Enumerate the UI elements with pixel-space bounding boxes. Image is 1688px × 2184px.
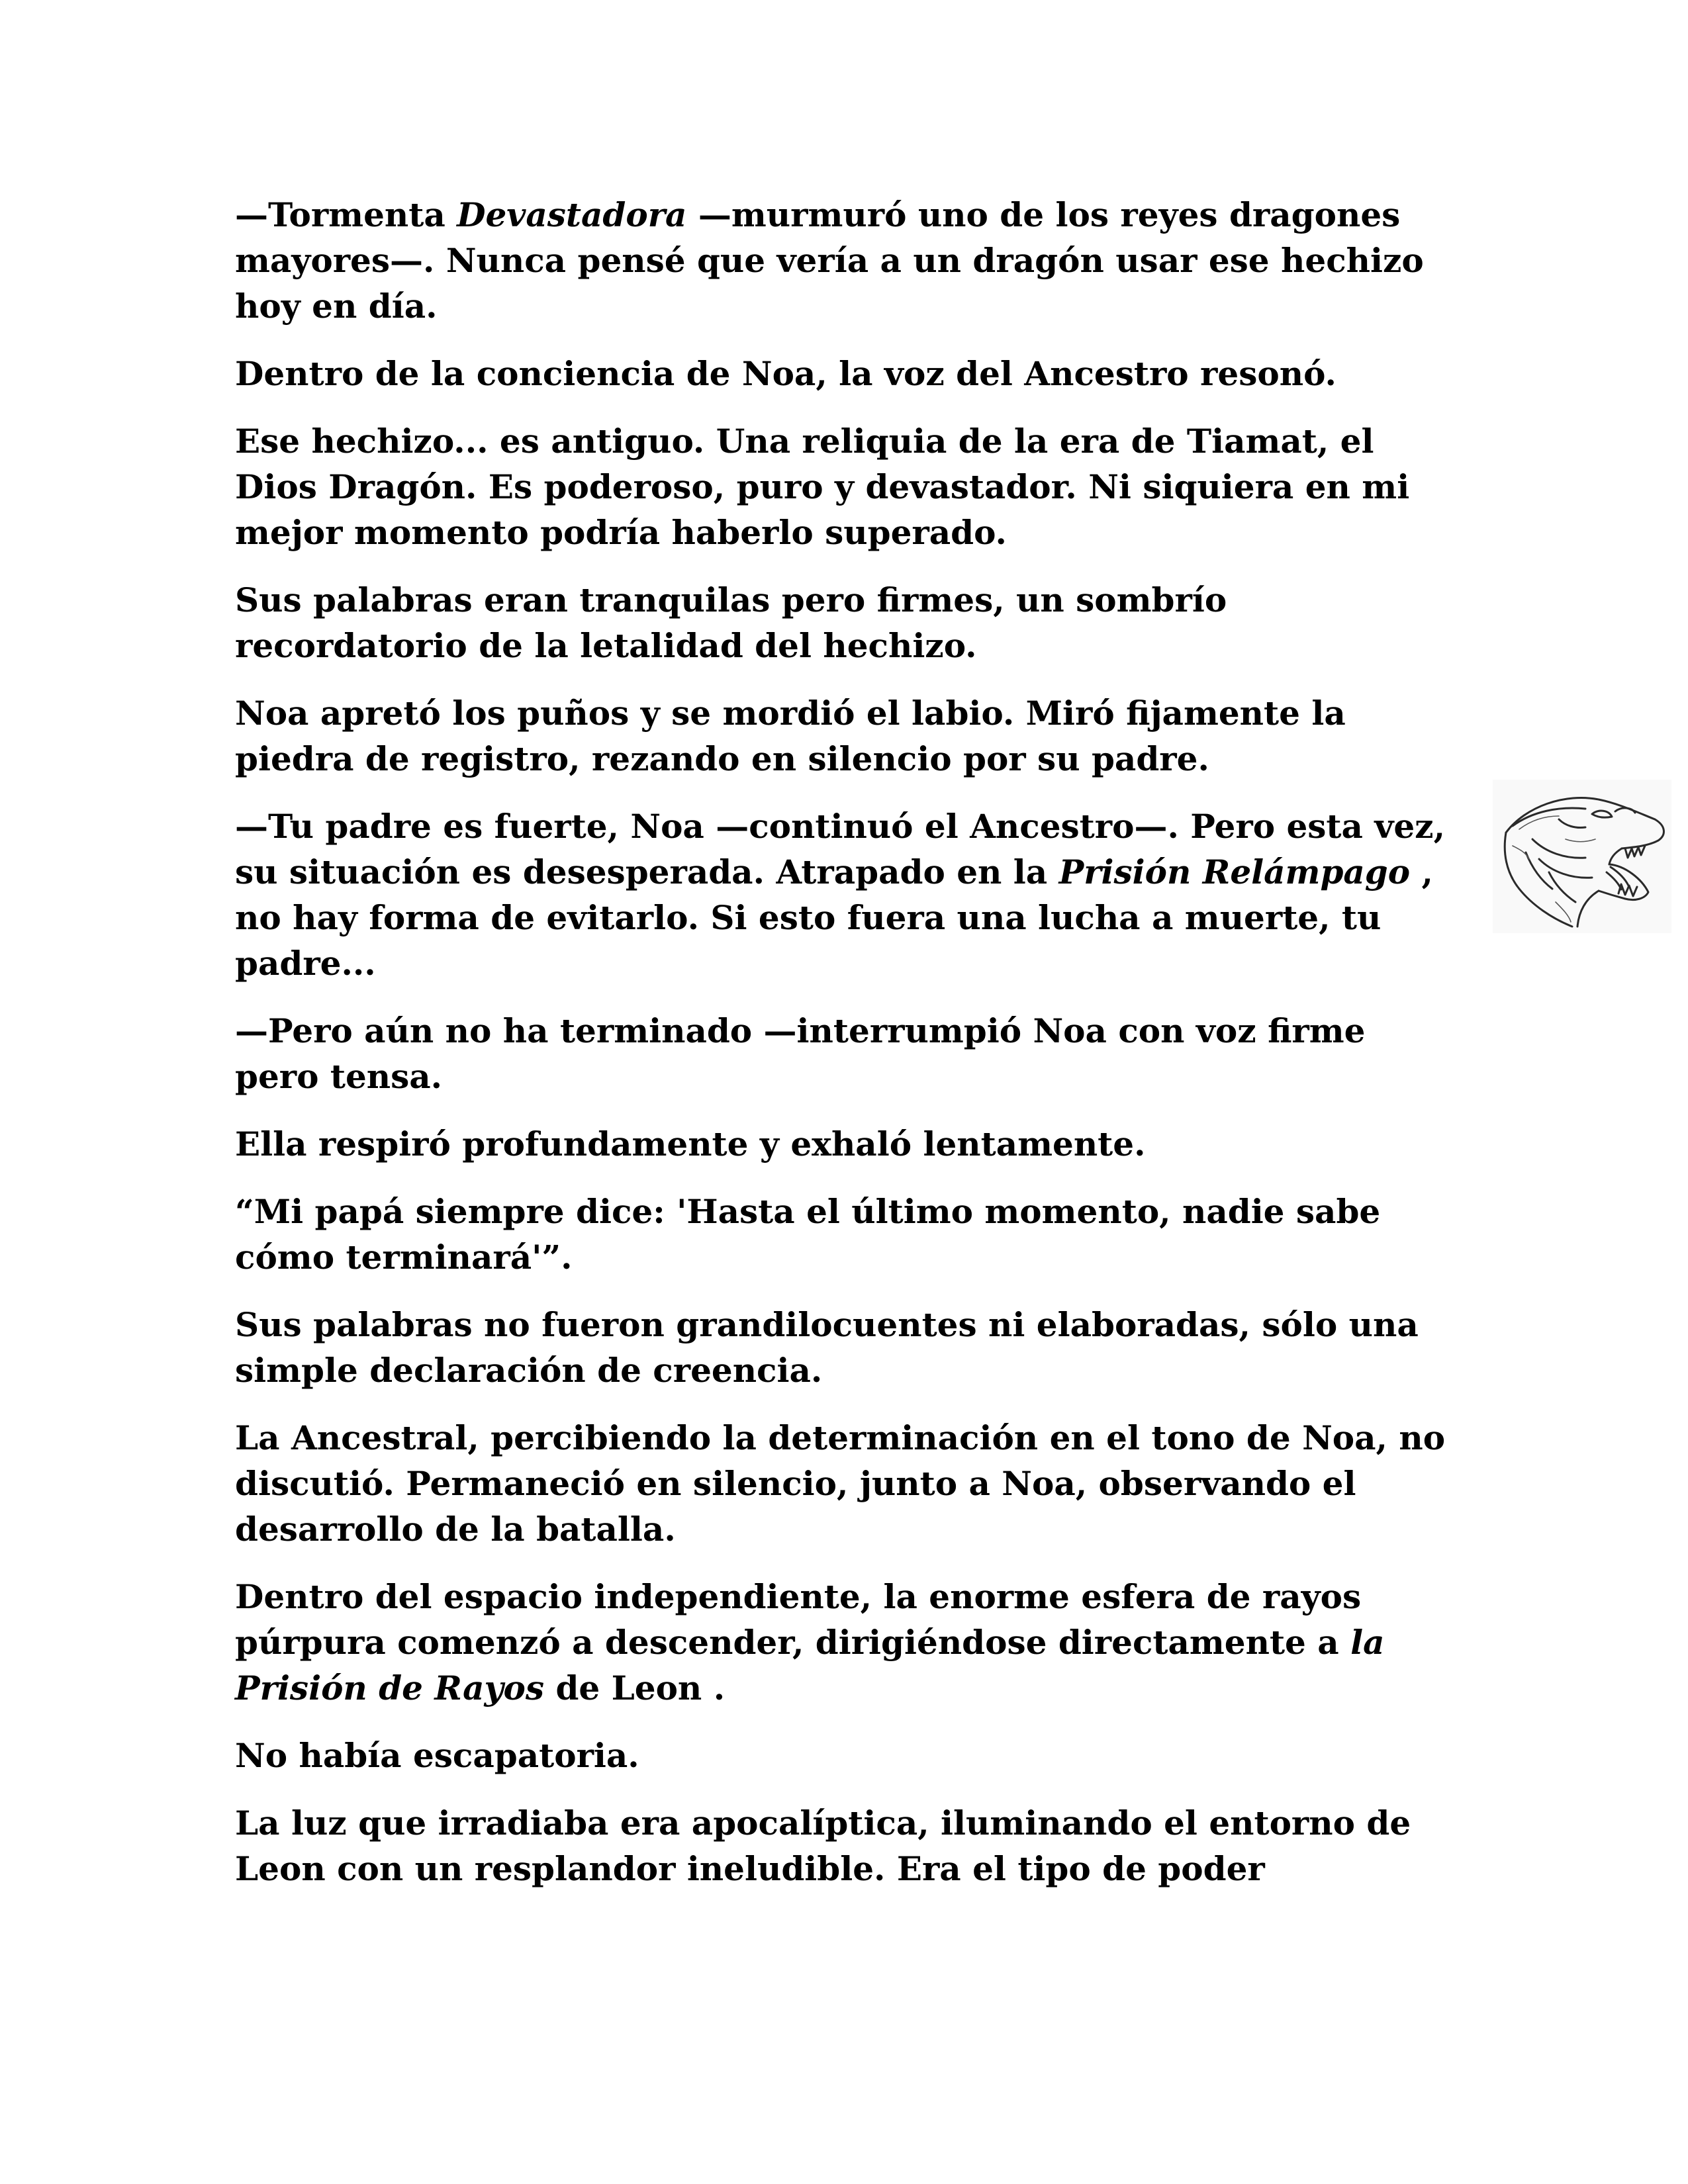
paragraph-text: de Leon . xyxy=(544,1668,726,1707)
italic-text: Prisión Relámpago xyxy=(1058,852,1411,891)
italic-text: Devastadora xyxy=(457,195,687,234)
paragraph-text: Sus palabras no fueron grandilocuentes ni elaboradas, sólo una simple declaración de creencia. xyxy=(235,1305,1419,1390)
paragraph-text: Sus palabras eran tranquilas pero firmes, un sombrío recordatorio de la letalidad del hechizo. xyxy=(235,580,1227,665)
paragraph xyxy=(235,1415,1446,1552)
paragraph-text: Noa apretó los puños y se mordió el labio. Miró fijamente la piedra de registro, rezando en silencio por su padre. xyxy=(235,694,1346,778)
paragraph xyxy=(235,690,1446,782)
paragraph-text: Ese hechizo... es antiguo. Una reliquia de la era de Tiamat, el Dios Dragón. Es poderoso, puro y devastador. Ni siquiera en mi mejor momento podría haberlo superado. xyxy=(235,422,1410,552)
paragraph-text: La luz que irradiaba era apocalíptica, iluminando el entorno de Leon con un resplandor ineludible. Era el tipo de poder xyxy=(235,1803,1411,1888)
paragraph xyxy=(235,192,1446,329)
dragon-head-sketch-icon xyxy=(1493,780,1671,933)
paragraph xyxy=(235,1733,1446,1778)
paragraph xyxy=(235,803,1446,986)
italic-text: la Prisión de Rayos xyxy=(235,1623,1385,1707)
paragraph xyxy=(235,1302,1446,1393)
paragraph xyxy=(235,1800,1446,1891)
paragraph xyxy=(235,1008,1446,1099)
paragraph-text: —Tormenta xyxy=(235,195,457,234)
paragraph xyxy=(235,577,1446,668)
paragraph-text: —Tu padre es fuerte, Noa —continuó el Ancestro—. Pero esta vez, su situación es desesperada. Atrapado en la xyxy=(235,807,1445,891)
paragraph-text: , no hay forma de evitarlo. Si esto fuera una lucha a muerte, tu padre... xyxy=(235,852,1433,983)
paragraph-text: Ella respiró profundamente y exhaló lentamente. xyxy=(235,1124,1146,1163)
paragraph-text: —murmuró uno de los reyes dragones mayores—. Nunca pensé que vería a un dragón usar ese hechizo hoy en día. xyxy=(235,195,1424,326)
paragraph xyxy=(235,1121,1446,1167)
paragraph xyxy=(235,1574,1446,1711)
paragraph-text: La Ancestral, percibiendo la determinación en el tono de Noa, no discutió. Permaneció en silencio, junto a Noa, observando el desarrollo de la batalla. xyxy=(235,1418,1446,1549)
paragraph-text: Dentro del espacio independiente, la enorme esfera de rayos púrpura comenzó a descender, dirigiéndose directamente a xyxy=(235,1577,1362,1662)
paragraph xyxy=(235,351,1446,396)
paragraph-text: “Mi papá siempre dice: 'Hasta el último momento, nadie sabe cómo terminará'”. xyxy=(235,1192,1381,1277)
paragraph xyxy=(235,418,1446,555)
paragraph xyxy=(235,1189,1446,1280)
paragraph-text: Dentro de la conciencia de Noa, la voz del Ancestro resonó. xyxy=(235,354,1336,393)
paragraph-text: No había escapatoria. xyxy=(235,1736,639,1775)
document-body xyxy=(235,192,1446,1913)
paragraph-text: —Pero aún no ha terminado —interrumpió Noa con voz firme pero tensa. xyxy=(235,1011,1366,1096)
